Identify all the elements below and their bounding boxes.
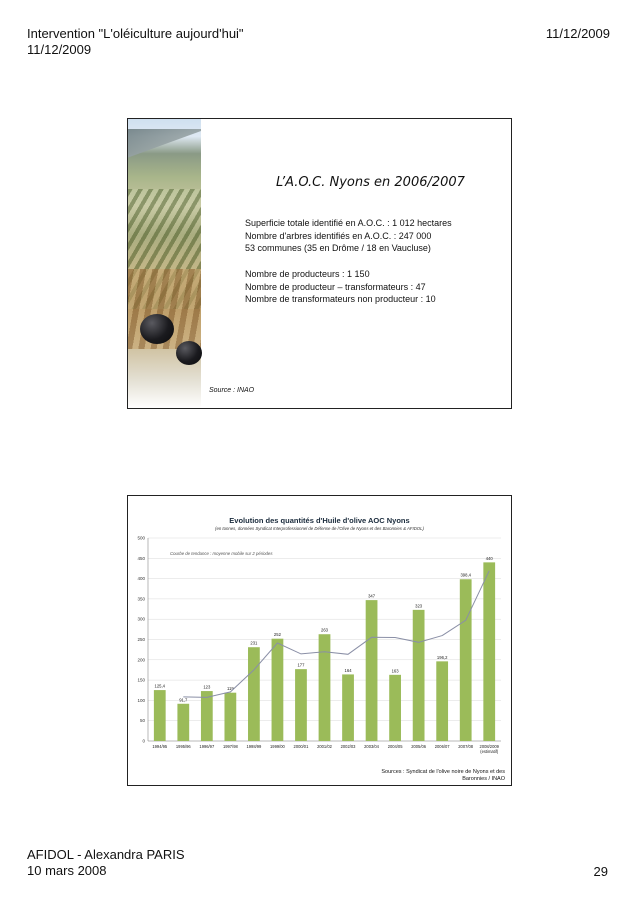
x-tick-label: 2002/03 <box>340 744 356 749</box>
y-tick-label: 50 <box>139 718 145 724</box>
stat-line: Superficie totale identifié en A.O.C. : 1 012 hectares <box>245 218 452 228</box>
trend-annotation: Courbe de tendance : moyenne mobile sur 2 périodes <box>170 551 273 556</box>
bar-value-label: 177 <box>297 662 305 668</box>
y-tick-label: 500 <box>137 535 145 541</box>
slide-oil-chart <box>127 495 512 786</box>
y-tick-label: 150 <box>137 677 145 683</box>
x-tick-label: 2001/02 <box>317 744 332 749</box>
x-tick-label: 1995/96 <box>175 744 191 749</box>
bar <box>248 647 260 741</box>
header-right-date: 11/12/2009 <box>545 26 610 41</box>
bar-value-label: 231 <box>250 640 258 646</box>
y-tick-label: 350 <box>137 596 145 602</box>
bar-value-label: 347 <box>368 593 376 599</box>
header-title: Intervention "L'oléiculture aujourd'hui" <box>27 26 244 41</box>
bar <box>366 600 378 741</box>
bar-value-label: 440 <box>485 555 493 561</box>
y-tick-label: 200 <box>137 657 145 663</box>
footer-date: 10 mars 2008 <box>27 863 107 878</box>
aoc-stats-block <box>245 217 452 255</box>
black-olive-icon <box>176 341 202 365</box>
y-tick-label: 250 <box>137 637 145 642</box>
bar-value-label: 123 <box>203 684 211 690</box>
slide-title: L’A.O.C. Nyons en 2006/2007 <box>276 175 465 190</box>
stat-line: Nombre de producteurs : 1 150 <box>245 269 370 279</box>
chart-title: Evolution des quantités d'Huile d'olive AOC Nyons <box>229 516 410 525</box>
x-tick-label: 2000/01 <box>293 744 309 749</box>
x-tick-label: 1998/99 <box>246 744 262 749</box>
x-tick-label: 2006/07 <box>434 744 450 749</box>
x-tick-label: 2008/2009 <box>479 744 499 749</box>
bar-value-label: 164 <box>344 667 352 673</box>
header-left <box>27 26 244 58</box>
bar <box>295 669 307 741</box>
bar-value-label: 119 <box>227 686 234 692</box>
y-tick-label: 0 <box>142 738 145 744</box>
source-line: Sources : Syndicat de l'olive noire de Nyons et des <box>381 769 505 775</box>
slide-source: Source : INAO <box>209 387 255 394</box>
bar <box>389 675 401 741</box>
y-tick-label: 450 <box>137 555 145 561</box>
bar-value-label: 125,4 <box>154 683 166 689</box>
slide-aoc-nyons <box>127 118 512 409</box>
bar <box>483 562 495 741</box>
x-tick-label: 2004/05 <box>387 744 403 749</box>
stat-line: 53 communes (35 en Drôme / 18 en Vaucluse) <box>245 243 431 253</box>
x-tick-label: 2005/06 <box>411 744 427 749</box>
bar <box>224 693 236 741</box>
source-line: Baronnies / INAO <box>462 776 505 782</box>
bar <box>177 704 189 741</box>
x-tick-label: 1997/98 <box>222 744 238 749</box>
y-tick-label: 300 <box>137 616 145 622</box>
bar <box>154 690 166 741</box>
x-tick-label: 1996/97 <box>199 744 215 749</box>
mountain-image <box>128 129 201 159</box>
bar <box>201 691 213 741</box>
bar <box>342 674 354 741</box>
x-tick-label: 2007/08 <box>458 744 474 749</box>
x-tick-label: 1994/95 <box>152 744 168 749</box>
chart-source <box>355 769 505 783</box>
x-tick-note: (estimatif) <box>480 749 499 754</box>
footer-left <box>27 847 185 879</box>
bar-value-label: 252 <box>273 632 281 638</box>
olive-photo <box>128 119 201 408</box>
bar-value-label: 398,4 <box>460 572 471 578</box>
header-date: 11/12/2009 <box>27 42 92 57</box>
y-tick-label: 400 <box>137 576 145 582</box>
bar <box>436 661 448 741</box>
x-tick-label: 2003/04 <box>364 744 379 749</box>
x-tick-label: 1999/00 <box>270 744 285 749</box>
bar-value-label: 323 <box>415 603 423 609</box>
bar <box>413 610 425 741</box>
bar-value-label: 196,2 <box>436 654 448 660</box>
black-olive-icon <box>140 314 174 344</box>
bar <box>460 579 472 741</box>
chart-subtitle: (en tonnes, données Syndicat Interprofessionnel de Défense de l'Olive de Nyons et des Baronnies & AFIDOL) <box>215 526 424 531</box>
footer-author: AFIDOL - Alexandra PARIS <box>27 847 185 862</box>
page-number: 29 <box>593 864 608 879</box>
y-tick-label: 100 <box>137 697 145 703</box>
bar <box>272 639 284 741</box>
stat-line: Nombre de producteur – transformateurs : 47 <box>245 281 426 292</box>
bar-value-label: 163 <box>391 668 399 674</box>
bar <box>319 634 331 741</box>
stat-line: Nombre d'arbres identifiés en A.O.C. : 247 000 <box>245 230 432 241</box>
bar-value-label: 91,7 <box>179 697 188 703</box>
bar-chart <box>128 496 511 785</box>
stat-line: Nombre de transformateurs non producteur : 10 <box>245 294 436 304</box>
producer-stats-block <box>245 268 436 306</box>
bar-value-label: 263 <box>321 627 328 633</box>
